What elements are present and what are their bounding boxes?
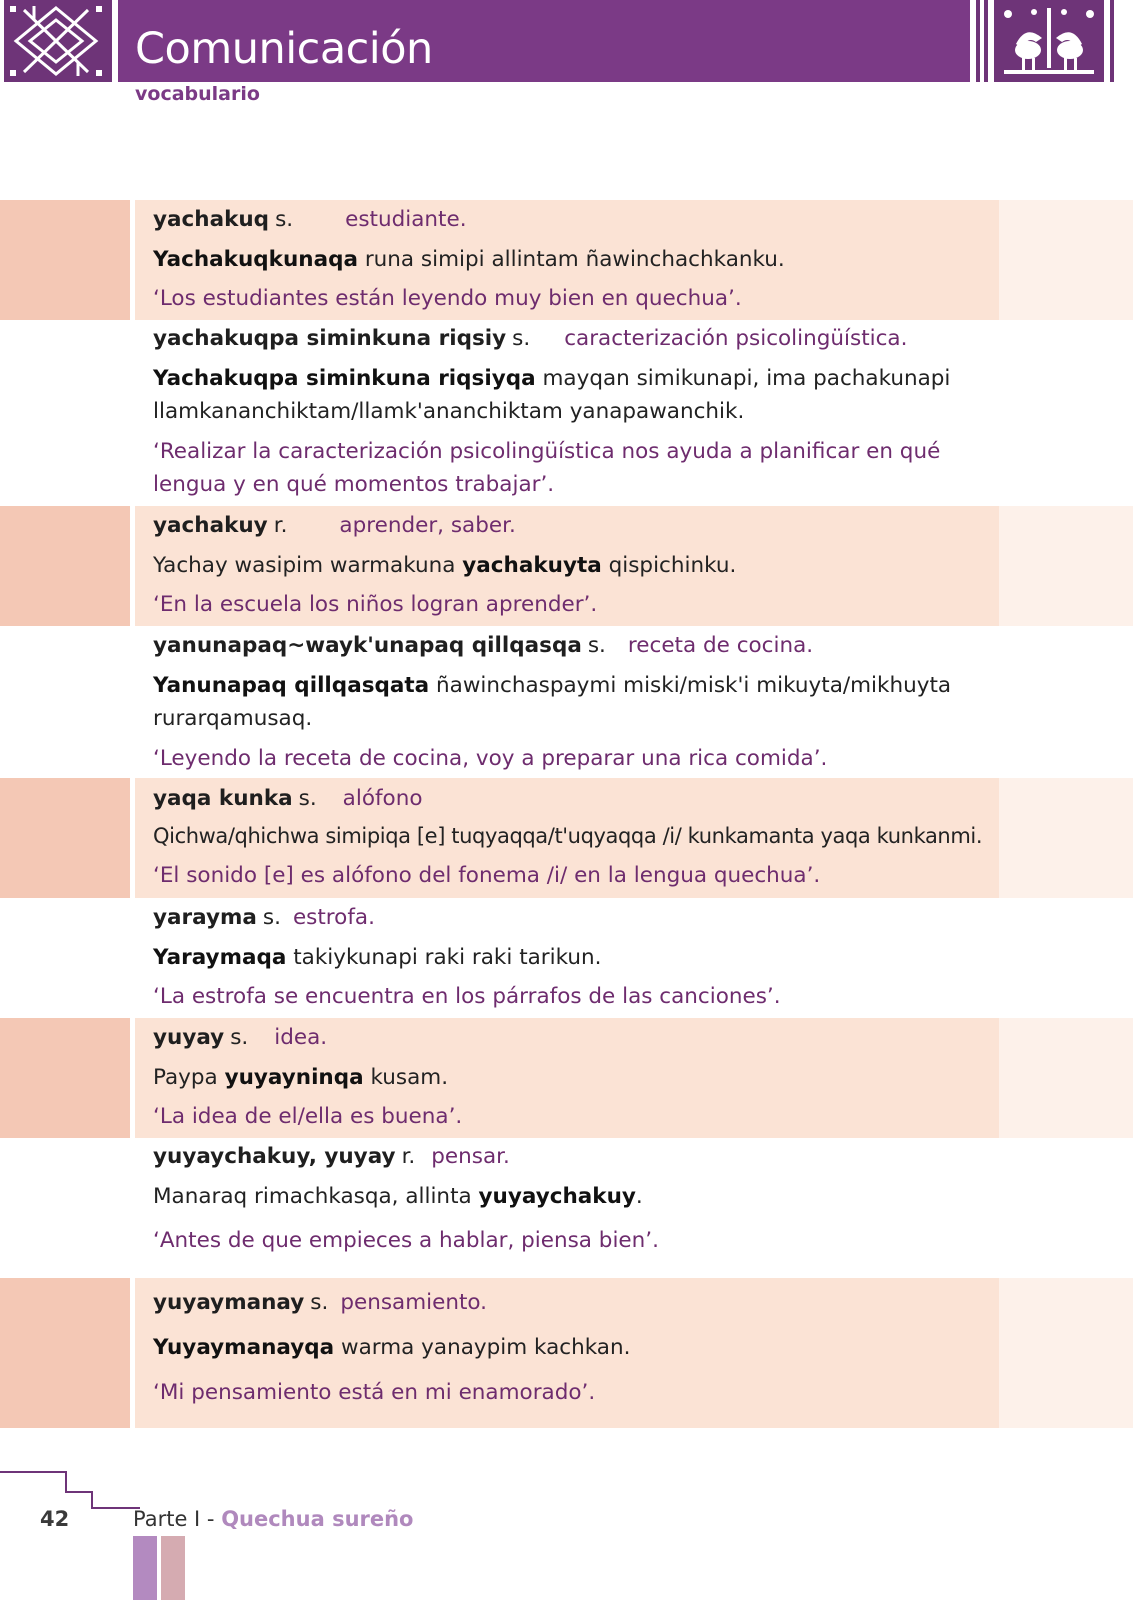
twin-birds-textile-icon (994, 0, 1104, 82)
example-spanish: ‘La idea de el/ella es buena’. (153, 1104, 463, 1129)
entry-headline (153, 782, 1003, 815)
vocabulary-entry (0, 1278, 1133, 1428)
part-of-speech: s. (310, 1290, 329, 1315)
entry-headline (153, 1140, 1003, 1173)
part-of-speech: r. (401, 1144, 416, 1169)
example-text: takiykunapi raki raki tarikun. (286, 945, 602, 970)
part-of-speech: s. (587, 633, 606, 658)
example-text: qispichinku. (601, 553, 737, 578)
row-shade-left (0, 1018, 130, 1138)
row-shade-left (0, 778, 130, 898)
entry-headline (153, 509, 1003, 542)
example-keyword: Yanunapaq qillqasqata (153, 673, 430, 698)
example-quechua (153, 669, 1003, 735)
row-shade-left (0, 506, 130, 626)
headword: yuyaychakuy, yuyay (153, 1144, 396, 1169)
part-of-speech: r. (273, 513, 288, 538)
headword: yanunapaq~wayk'unapaq qillqasqa (153, 633, 582, 658)
vocabulary-entry (0, 200, 1133, 320)
part-name: Quechua sureño (221, 1507, 414, 1531)
headword: yuyay (153, 1025, 225, 1050)
translation: estudiante. (345, 207, 467, 232)
header-right-stripe-3 (1110, 0, 1114, 82)
translation: caracterización psicolingüística. (564, 326, 908, 351)
row-shade-left (0, 1278, 130, 1428)
example-quechua (153, 362, 1003, 428)
headword: yuyaymanay (153, 1290, 305, 1315)
vocabulary-entry (0, 320, 1133, 506)
vocabulary-list (0, 200, 1133, 1428)
page-title: Comunicación (135, 24, 433, 74)
part-of-speech: s. (298, 786, 317, 811)
footer-block-purple (133, 1536, 157, 1600)
headword: yachakuy (153, 513, 268, 538)
example-keyword: yuyaychakuy (478, 1184, 636, 1209)
entry-headline (153, 629, 1003, 662)
example-keyword: Yachakuqpa siminkuna riqsiyqa (153, 366, 536, 391)
translation: pensar. (431, 1144, 510, 1169)
example-keyword: Yuyaymanayqa (153, 1335, 335, 1360)
row-shade-right (999, 1018, 1133, 1138)
header-bar (0, 0, 1133, 82)
example-keyword: yachakuyta (462, 553, 602, 578)
entry-headline (153, 1021, 1003, 1054)
example-quechua: Qichwa/qhichwa simipiqa [e] tuqyaqqa/t'uqyaqqa /i/ kunkamanta yaqa kunkanmi. (153, 824, 983, 848)
andean-geometric-pattern-icon (4, 0, 108, 82)
footer-part-label (133, 1507, 414, 1531)
example-text: warma yanaypim kachkan. (334, 1335, 631, 1360)
row-shade-right (999, 778, 1133, 898)
vocabulary-entry (0, 626, 1133, 778)
example-text: ñawinchaspaymi miski/misk'i mikuyta/mikhuyta rurarqamusaq. (153, 673, 952, 731)
example-keyword: Yachakuqkunaqa (153, 247, 358, 272)
headword: yaqa kunka (153, 786, 293, 811)
footer-block-rose (161, 1536, 185, 1600)
translation: idea. (274, 1025, 328, 1050)
row-shade-left (0, 200, 130, 320)
example-text-pre: Manaraq rimachkasqa, allinta (153, 1184, 479, 1209)
example-spanish: ‘El sonido [e] es alófono del fonema /i/ en la lengua quechua’. (153, 863, 821, 888)
header-left-stripe (108, 0, 112, 82)
vocabulary-entry (0, 778, 1133, 898)
vocabulary-entry (0, 506, 1133, 626)
part-of-speech: s. (230, 1025, 249, 1050)
header-right-stripe-2 (984, 0, 988, 82)
vocabulary-entry (0, 1138, 1133, 1278)
entry-headline (153, 1286, 1003, 1319)
vocabulary-entry (0, 898, 1133, 1018)
part-of-speech: s. (512, 326, 531, 351)
example-text: . (635, 1184, 643, 1209)
example-spanish: ‘Antes de que empieces a hablar, piensa bien’. (153, 1228, 659, 1253)
example-text: runa simipi allintam ñawinchachkanku. (357, 247, 785, 272)
translation: aprender, saber. (339, 513, 516, 538)
entry-headline (153, 203, 1003, 236)
translation: estrofa. (292, 905, 375, 930)
entry-headline (153, 322, 1003, 355)
entry-headline (153, 901, 1003, 934)
part-of-speech: s. (262, 905, 281, 930)
example-quechua (153, 549, 1003, 582)
example-spanish: ‘La estrofa se encuentra en los párrafos de las canciones’. (153, 984, 781, 1009)
example-text-pre: Yachay wasipim warmakuna (153, 553, 463, 578)
example-spanish: ‘Realizar la caracterización psicolingüística nos ayuda a planificar en qué lengua y en qué momentos trabajar’. (153, 439, 941, 497)
footer-step-line (0, 1470, 140, 1510)
example-quechua (153, 1180, 1003, 1213)
example-spanish: ‘En la escuela los niños logran aprender’. (153, 592, 598, 617)
example-quechua (153, 941, 1003, 974)
section-subtitle: vocabulario (135, 83, 260, 105)
page-number: 42 (40, 1507, 70, 1531)
example-spanish: ‘Leyendo la receta de cocina, voy a preparar una rica comida’. (153, 746, 828, 771)
translation: receta de cocina. (627, 633, 814, 658)
example-quechua (153, 1331, 1003, 1364)
example-spanish: ‘Los estudiantes están leyendo muy bien en quechua’. (153, 286, 742, 311)
headword: yarayma (153, 905, 257, 930)
translation: alófono (342, 786, 423, 811)
row-shade-right (999, 1278, 1133, 1428)
example-text: mayqan simikunapi, ima pachakunapi llamkananchiktam/llamk'ananchiktam yanapawanchik. (153, 366, 951, 424)
example-keyword: Yaraymaqa (153, 945, 287, 970)
example-keyword: yuyayninqa (224, 1065, 364, 1090)
example-spanish: ‘Mi pensamiento está en mi enamorado’. (153, 1380, 596, 1405)
example-quechua (153, 243, 1003, 276)
part-of-speech: s. (275, 207, 294, 232)
vocabulary-entry (0, 1018, 1133, 1138)
headword: yachakuq (153, 207, 270, 232)
example-text: kusam. (363, 1065, 449, 1090)
headword: yachakuqpa siminkuna riqsiy (153, 326, 507, 351)
example-quechua (153, 1061, 1003, 1094)
example-text-pre: Paypa (153, 1065, 225, 1090)
translation: pensamiento. (340, 1290, 488, 1315)
part-label: Parte I - (133, 1507, 222, 1531)
row-shade-right (999, 506, 1133, 626)
row-shade-right (999, 200, 1133, 320)
header-right-stripe-1 (976, 0, 980, 82)
